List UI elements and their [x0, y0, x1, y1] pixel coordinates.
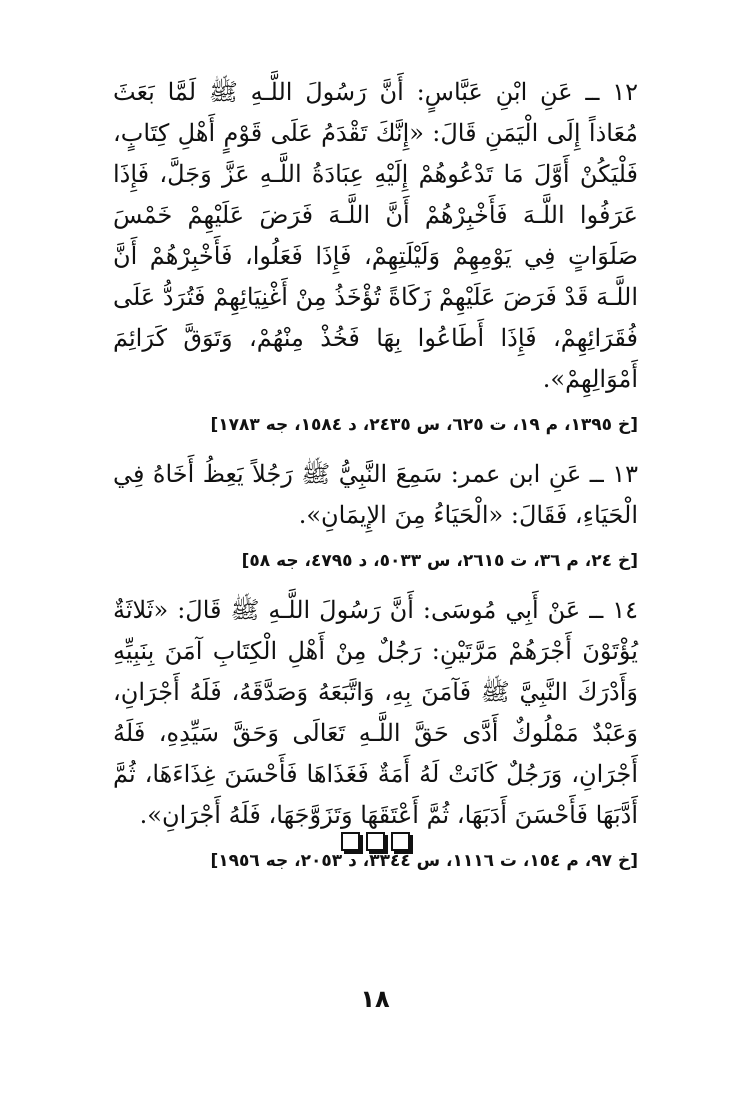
hadith-reference: [خ ١٣٩٥، م ١٩، ت ٦٢٥، س ٢٤٣٥، د ١٥٨٤، جه ١٧٨٣] — [210, 415, 638, 435]
hadith-reference: [خ ٩٧، م ١٥٤، ت ١١١٦، س ٣٣٤٤، د ٢٠٥٣، جه ١٩٥٦] — [210, 851, 638, 871]
hadith-12 — [113, 72, 638, 438]
page-body — [113, 72, 638, 890]
page-number: ١٨ — [360, 985, 390, 1013]
section-divider — [0, 832, 750, 851]
square-box-icon — [341, 832, 360, 851]
hadith-text: ١٤ ــ عَنْ أَبِي مُوسَى: أَنَّ رَسُولَ اللَّـهِ ﷺ قَالَ: «ثَلاثَةٌ يُؤْتَوْنَ أَجْرَهُمْ مَرَّتَيْنِ: رَجُلٌ مِنْ أَهْلِ الْكِتَابِ آمَنَ بِنَبِيِّهِ وَأَدْرَكَ النَّبِيَّ ﷺ فَآمَنَ بِهِ، وَاتَّبَعَهُ وَصَدَّقَهُ، فَلَهُ أَجْرَانِ، وَعَبْدٌ مَمْلُوكٌ أَدَّى حَقَّ اللَّـهِ تَعَالَى وَحَقَّ سَيِّدِهِ، فَلَهُ أَجْرَانِ، وَرَجُلٌ كَانَتْ لَهُ أَمَةٌ فَغَذَاهَا فَأَحْسَنَ غِذَاءَهَا، ثُمَّ أَدَّبَهَا فَأَحْسَنَ أَدَبَهَا، ثُمَّ أَعْتَقَهَا وَتَزَوَّجَهَا، فَلَهُ أَجْرَانِ». — [113, 596, 638, 829]
square-box-icon — [366, 832, 385, 851]
square-box-icon — [391, 832, 410, 851]
hadith-text: ١٢ ــ عَنِ ابْنِ عَبَّاسٍ: أَنَّ رَسُولَ اللَّـهِ ﷺ لَمَّا بَعَثَ مُعَاذاً إِلَى الْيَمَنِ قَالَ: «إِنَّكَ تَقْدَمُ عَلَى قَوْمٍ أَهْلِ كِتَابٍ، فَلْيَكُنْ أَوَّلَ مَا تَدْعُوهُمْ إِلَيْهِ عِبَادَةُ اللَّـهِ عَزَّ وَجَلَّ، فَإِذَا عَرَفُوا اللَّـهَ فَأَخْبِرْهُمْ أَنَّ اللَّـهَ فَرَضَ عَلَيْهِمْ خَمْسَ صَلَوَاتٍ فِي يَوْمِهِمْ وَلَيْلَتِهِمْ، فَإِذَا فَعَلُوا، فَأَخْبِرْهُمْ أَنَّ اللَّـهَ قَدْ فَرَضَ عَلَيْهِمْ زَكَاةً تُؤْخَذُ مِنْ أَغْنِيَائِهِمْ فَتُرَدُّ عَلَى فُقَرَائِهِمْ، فَإِذَا أَطَاعُوا بِهَا فَخُذْ مِنْهُمْ، وَتَوَقَّ كَرَائِمَ أَمْوَالِهِمْ». — [112, 78, 638, 393]
hadith-reference: [خ ٢٤، م ٣٦، ت ٢٦١٥، س ٥٠٣٣، د ٤٧٩٥، جه ٥٨] — [241, 551, 638, 571]
hadith-text: ١٣ ــ عَنِ ابن عمر: سَمِعَ النَّبِيُّ ﷺ رَجُلاً يَعِظُ أَخَاهُ فِي الْحَيَاءِ، فَقَالَ: «الْحَيَاءُ مِنَ الإِيمَانِ». — [113, 460, 638, 529]
hadith-13 — [113, 454, 638, 574]
